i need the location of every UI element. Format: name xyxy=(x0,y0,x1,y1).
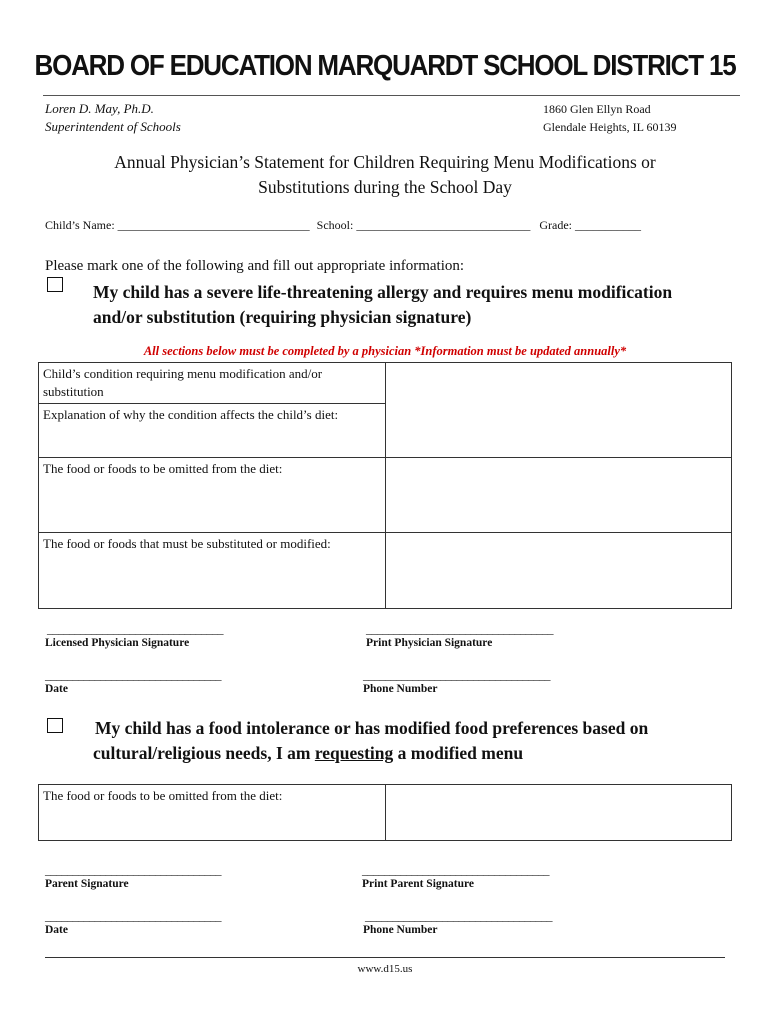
header-divider xyxy=(43,95,740,96)
school-field[interactable]: School: _____________________________ xyxy=(316,218,531,232)
condition-answer-cell[interactable] xyxy=(386,363,732,458)
substituted-foods-answer-cell[interactable] xyxy=(386,533,732,609)
omitted-foods-label: The food or foods to be omitted from the diet: xyxy=(39,458,386,533)
footer-divider xyxy=(45,957,725,958)
physician-date-label: Date xyxy=(45,683,68,695)
physician-phone-label: Phone Number xyxy=(363,683,438,695)
parent-phone-label: Phone Number xyxy=(363,924,438,936)
physician-date-line[interactable]: ________________________________ xyxy=(45,668,221,682)
address-line-2: Glendale Heights, IL 60139 xyxy=(543,120,677,134)
student-info-line xyxy=(45,218,641,233)
child-name-field[interactable]: Child’s Name: ________________________________ xyxy=(45,218,310,232)
superintendent-title: Superintendent of Schools xyxy=(45,119,181,134)
intolerance-checkbox[interactable] xyxy=(47,718,63,733)
physician-table xyxy=(38,362,732,609)
substituted-foods-label: The food or foods that must be substituted or modified: xyxy=(39,533,386,609)
option-intolerance-line1: My child has a food intolerance or has modified food preferences based on xyxy=(95,718,649,738)
parent-signature-line[interactable]: ________________________________ xyxy=(45,863,221,877)
grade-field[interactable]: Grade: ___________ xyxy=(539,218,641,232)
parent-table xyxy=(38,784,732,841)
option-allergy-line2: and/or substitution (requiring physician signature) xyxy=(93,307,472,327)
parent-omitted-foods-label: The food or foods to be omitted from the diet: xyxy=(39,785,386,841)
allergy-checkbox[interactable] xyxy=(47,277,63,292)
option-intolerance-line2: cultural/religious needs, I am requesting a modified menu xyxy=(93,743,524,763)
print-physician-line[interactable]: __________________________________ xyxy=(366,622,553,636)
parent-omitted-foods-answer-cell[interactable] xyxy=(386,785,732,841)
physician-note: All sections below must be completed by a physician *Information must be updated annually* xyxy=(143,344,627,358)
physician-signature-line[interactable]: ________________________________ xyxy=(47,622,223,636)
licensed-signature-label: Licensed Physician Signature xyxy=(45,637,190,649)
explanation-label: Explanation of why the condition affects the child’s diet: xyxy=(39,404,386,458)
condition-label: Child’s condition requiring menu modification and/or substitution xyxy=(39,363,386,404)
footer-website: www.d15.us xyxy=(357,963,413,975)
district-address xyxy=(543,100,677,136)
address-line-1: 1860 Glen Ellyn Road xyxy=(543,102,651,116)
print-parent-label: Print Parent Signature xyxy=(362,878,475,890)
parent-phone-line[interactable]: __________________________________ xyxy=(365,909,552,923)
parent-date-line[interactable]: ________________________________ xyxy=(45,909,221,923)
district-title: BOARD OF EDUCATION MARQUARDT SCHOOL DISTRICT 15 xyxy=(34,48,736,82)
omitted-foods-answer-cell[interactable] xyxy=(386,458,732,533)
physician-phone-line[interactable]: __________________________________ xyxy=(363,668,550,682)
parent-date-label: Date xyxy=(45,924,68,936)
superintendent-name: Loren D. May, Ph.D. xyxy=(45,101,154,116)
instructions: Please mark one of the following and fill out appropriate information: xyxy=(45,258,465,274)
option-allergy-line1: My child has a severe life-threatening allergy and requires menu modification xyxy=(93,282,673,302)
superintendent-block xyxy=(45,100,181,136)
print-parent-line[interactable]: __________________________________ xyxy=(362,863,549,877)
parent-signature-label: Parent Signature xyxy=(45,878,129,890)
form-title: Annual Physician’s Statement for Children Requiring Menu Modifications or Substitutions during the School Day xyxy=(114,152,656,197)
print-physician-label: Print Physician Signature xyxy=(366,637,493,649)
